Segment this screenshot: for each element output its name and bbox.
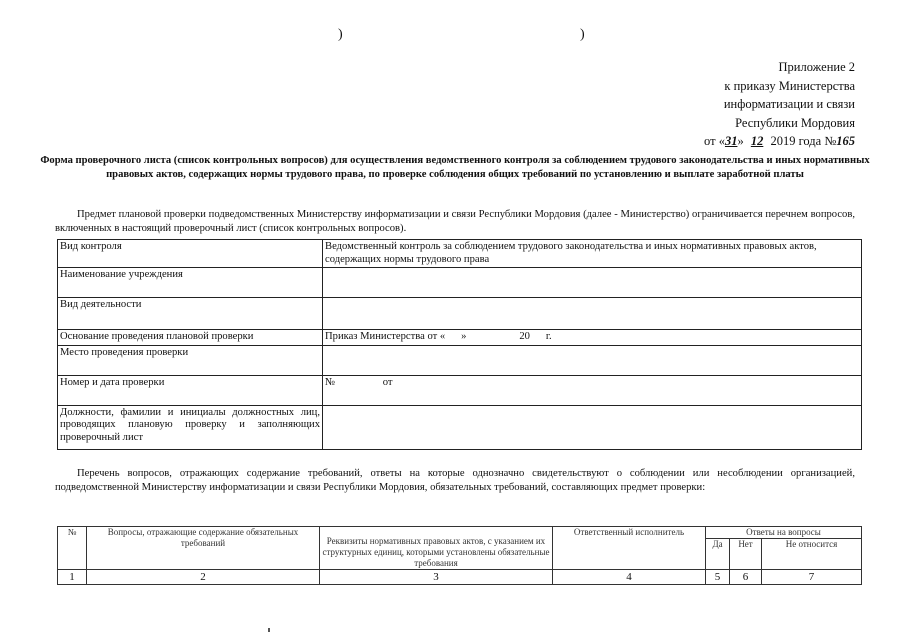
header-no: Нет (730, 539, 762, 570)
scan-mark (268, 628, 270, 632)
info-row (58, 298, 862, 330)
info-label: Основание проведения плановой проверки (58, 330, 323, 346)
col-number: 2 (87, 570, 320, 585)
list-intro-paragraph: Перечень вопросов, отражающих содержание требований, ответы на которые однозначно свидетельствуют о соблюдении или несоблюдении организацией, подведомственной Министерству информатизации и связи Республики Мордовия, обязательных требований, составляющих предмет проверки: (55, 468, 855, 493)
questions-header-row (58, 527, 862, 539)
info-row (58, 375, 862, 405)
info-value: № от (323, 375, 862, 405)
order-month: 12 (750, 134, 764, 148)
info-value: Ведомственный контроль за соблюдением трудового законодательства и иных нормативных правовых актов, содержащих нормы трудового права (323, 240, 862, 268)
order-day: 31 (724, 134, 738, 148)
info-row (58, 330, 862, 346)
paren-left: ) (338, 27, 343, 42)
header-na: Не относится (762, 539, 862, 570)
col-number: 6 (730, 570, 762, 585)
info-row (58, 405, 862, 449)
info-row (58, 345, 862, 375)
order-mid: » (737, 134, 744, 148)
info-label: Наименование учреждения (58, 268, 323, 298)
appendix-line: информатизации и связи (723, 97, 855, 111)
col-number: 5 (706, 570, 730, 585)
col-number: 7 (762, 570, 862, 585)
info-label: Номер и дата проверки (58, 375, 323, 405)
info-table (57, 239, 862, 450)
order-line (704, 132, 855, 151)
info-value (323, 268, 862, 298)
info-label: Вид деятельности (58, 298, 323, 330)
appendix-line: Приложение 2 (778, 60, 855, 74)
header-questions: Вопросы, отражающие содержание обязательных требований (87, 527, 320, 570)
form-title: Форма проверочного листа (список контрольных вопросов) для осуществления ведомственного контроля за соблюдением трудового законодательства и иных нормативных правовых актов, содержащих нормы трудового права, по проверке соблюдения общих требований по установлению и выплате заработной платы (40, 155, 870, 180)
info-value: Приказ Министерства от « » 20 г. (323, 330, 862, 346)
col-number: 3 (320, 570, 553, 585)
appendix-block (704, 58, 855, 151)
order-prefix: от « (704, 134, 725, 148)
col-number: 1 (58, 570, 87, 585)
header-yes: Да (706, 539, 730, 570)
header-num: № (58, 527, 87, 570)
info-label: Вид контроля (58, 240, 323, 268)
questions-table (57, 526, 862, 585)
info-label: Должности, фамилии и инициалы должностных лиц, проводящих плановую проверку и заполняющих проверочный лист (58, 405, 323, 449)
info-label: Место проведения проверки (58, 345, 323, 375)
info-row (58, 268, 862, 298)
appendix-line: к приказу Министерства (724, 78, 855, 93)
info-row (58, 240, 862, 268)
col-number: 4 (553, 570, 706, 585)
header-answers: Ответы на вопросы (706, 527, 862, 539)
intro-paragraph: Предмет плановой проверки подведомственных Министерству информатизации и связи Республики Мордовия (далее - Министерство) ограничивается перечнем вопросов, включенных в настоящий проверочный лист (список контрольных вопросов). (55, 209, 855, 234)
order-year: 2019 года № (770, 134, 837, 148)
appendix-line: Республики Мордовия (735, 115, 855, 130)
paren-right: ) (580, 27, 585, 42)
header-requisites: Реквизиты нормативных правовых актов, с указанием их структурных единиц, которыми установлены обязательные требования (320, 527, 553, 570)
info-value (323, 345, 862, 375)
questions-number-row (58, 570, 862, 585)
info-value (323, 405, 862, 449)
header-responsible: Ответственный исполнитель (553, 527, 706, 570)
info-value (323, 298, 862, 330)
order-number: 165 (836, 134, 855, 148)
